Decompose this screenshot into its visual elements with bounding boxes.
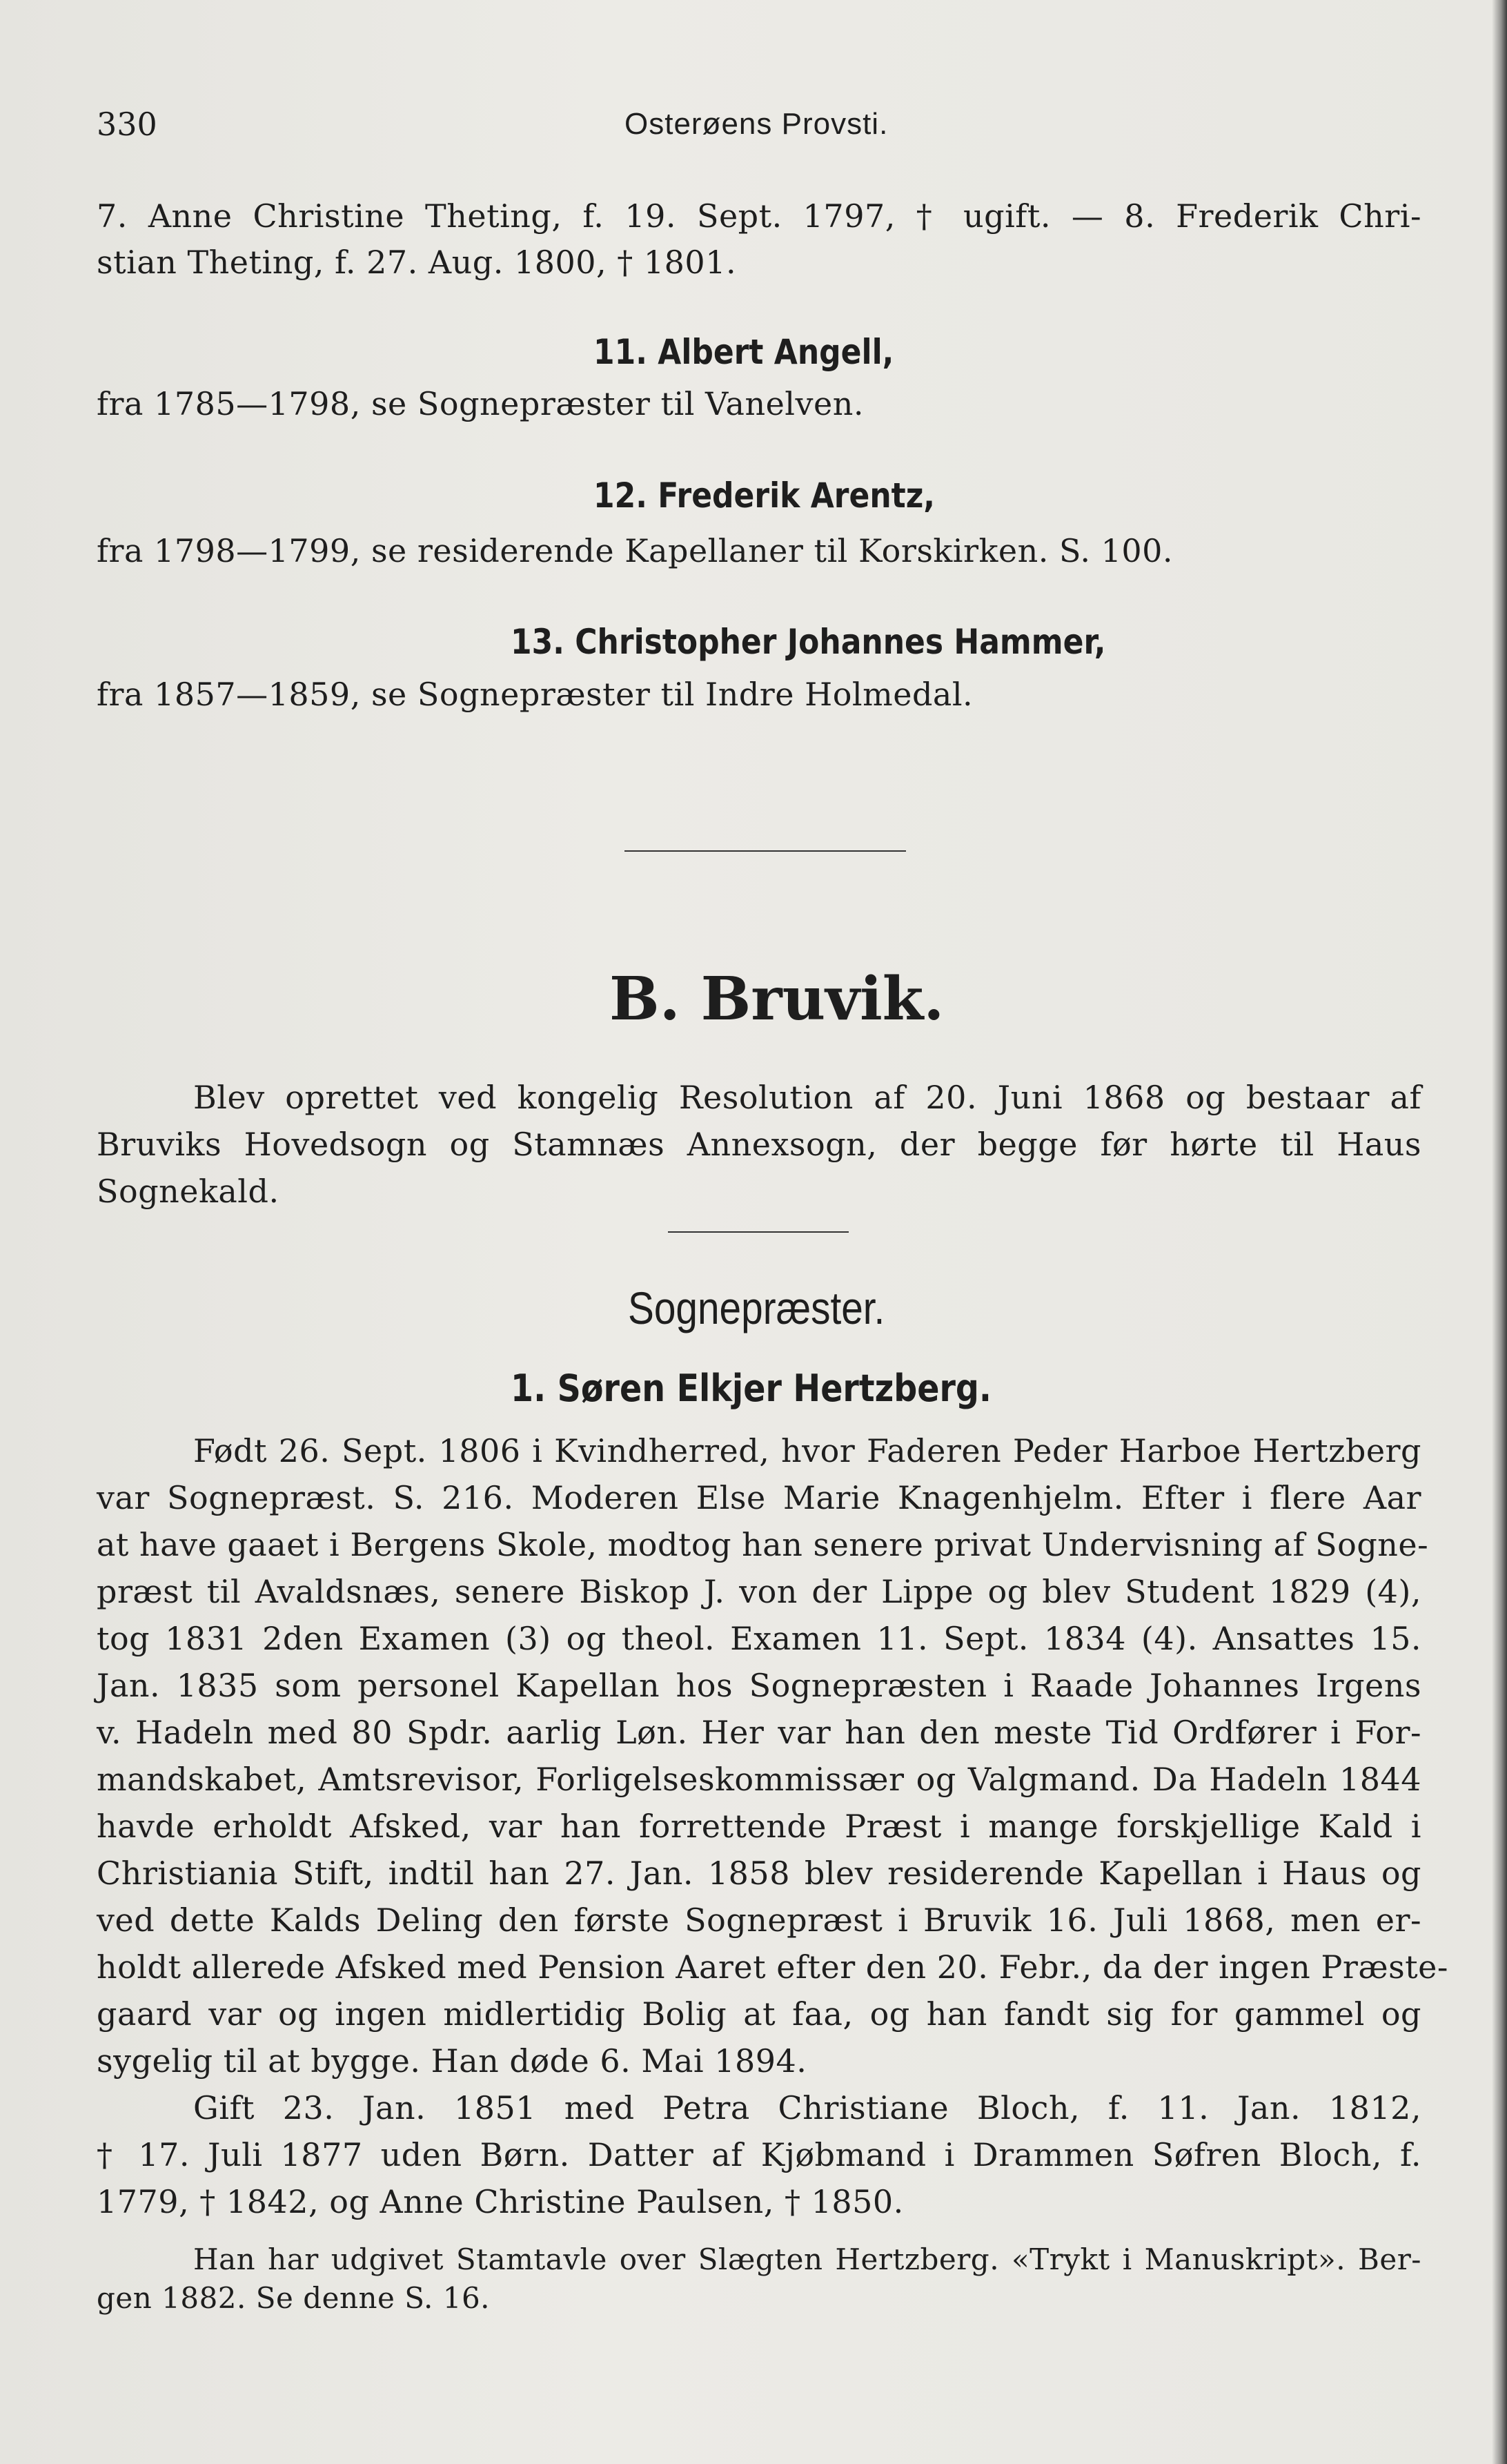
entry-heading: 13. Christopher Johannes Hammer, — [511, 622, 1106, 662]
entry-line: stian Theting, f. 27. Aug. 1800, † 1801. — [97, 244, 737, 281]
running-title: Osterøens Provsti. — [624, 107, 889, 141]
section-subtitle: Sognepræster. — [628, 1282, 885, 1333]
separator-rule — [624, 850, 906, 852]
bio-line: Jan. 1835 som personel Kapellan hos Sognepræsten i Raade Johannes Irgens — [97, 1667, 1421, 1704]
marriage-line: 1779, † 1842, og Anne Christine Paulsen, † 1850. — [97, 2183, 904, 2220]
bio-line: v. Hadeln med 80 Spdr. aarlig Løn. Her var han den meste Tid Ordfører i For- — [97, 1714, 1421, 1751]
intro-line: Sognekald. — [97, 1173, 279, 1210]
bio-line: tog 1831 2den Examen (3) og theol. Examen 11. Sept. 1834 (4). Ansattes 15. — [97, 1620, 1421, 1657]
section-title: B. Bruvik. — [609, 964, 945, 1034]
bio-line: gaard var og ingen midlertidig Bolig at faa, og han fandt sig for gammel og — [97, 1995, 1421, 2033]
intro-line: Blev oprettet ved kongelig Resolution af 20. Juni 1868 og bestaar af — [193, 1079, 1421, 1116]
bio-line: var Sognepræst. S. 216. Moderen Else Marie Knagenhjelm. Efter i flere Aar — [97, 1479, 1421, 1516]
entry-text: fra 1798—1799, se residerende Kapellaner til Korskirken. S. 100. — [97, 532, 1174, 569]
entry-text: fra 1857—1859, se Sognepræster til Indre Holmedal. — [97, 676, 974, 713]
entry-heading: 12. Frederik Arentz, — [593, 476, 936, 516]
entry-line: 7. Anne Christine Theting, f. 19. Sept. 1797, † ugift. — 8. Frederik Chri- — [97, 197, 1421, 235]
separator-rule — [668, 1231, 849, 1233]
bio-line: præst til Avaldsnæs, senere Biskop J. von der Lippe og blev Student 1829 (4), — [97, 1573, 1421, 1610]
entry-heading: 11. Albert Angell, — [593, 332, 894, 372]
marriage-line: Gift 23. Jan. 1851 med Petra Christiane Bloch, f. 11. Jan. 1812, — [193, 2089, 1421, 2126]
bio-line: ved dette Kalds Deling den første Sognepræst i Bruvik 16. Juli 1868, men er- — [97, 1901, 1421, 1939]
entry-text: fra 1785—1798, se Sognepræster til Vanelven. — [97, 385, 864, 422]
publication-line: Han har udgivet Stamtavle over Slægten Hertzberg. «Trykt i Manuskript». Ber- — [193, 2242, 1421, 2276]
person-heading: 1. Søren Elkjer Hertzberg. — [511, 1367, 992, 1410]
publication-line: gen 1882. Se denne S. 16. — [97, 2281, 491, 2315]
bio-line: havde erholdt Afsked, var han forrettende Præst i mange forskjellige Kald i — [97, 1808, 1421, 1845]
intro-line: Bruviks Hovedsogn og Stamnæs Annexsogn, der begge før hørte til Haus — [97, 1126, 1421, 1163]
bio-line: at have gaaet i Bergens Skole, modtog han senere privat Undervisning af Sogne- — [97, 1526, 1429, 1563]
bio-line: holdt allerede Afsked med Pension Aaret efter den 20. Febr., da der ingen Præste- — [97, 1948, 1448, 1986]
bio-line: sygelig til at bygge. Han døde 6. Mai 1894. — [97, 2042, 807, 2080]
page-number: 330 — [97, 106, 157, 143]
page-edge-shadow — [1492, 0, 1507, 2464]
bio-line: Født 26. Sept. 1806 i Kvindherred, hvor Faderen Peder Harboe Hertzberg — [193, 1432, 1421, 1469]
marriage-line: † 17. Juli 1877 uden Børn. Datter af Kjøbmand i Drammen Søfren Bloch, f. — [97, 2136, 1421, 2173]
bio-line: Christiania Stift, indtil han 27. Jan. 1858 blev residerende Kapellan i Haus og — [97, 1855, 1421, 1892]
bio-line: mandskabet, Amtsrevisor, Forligelseskommissær og Valgmand. Da Hadeln 1844 — [97, 1761, 1421, 1798]
